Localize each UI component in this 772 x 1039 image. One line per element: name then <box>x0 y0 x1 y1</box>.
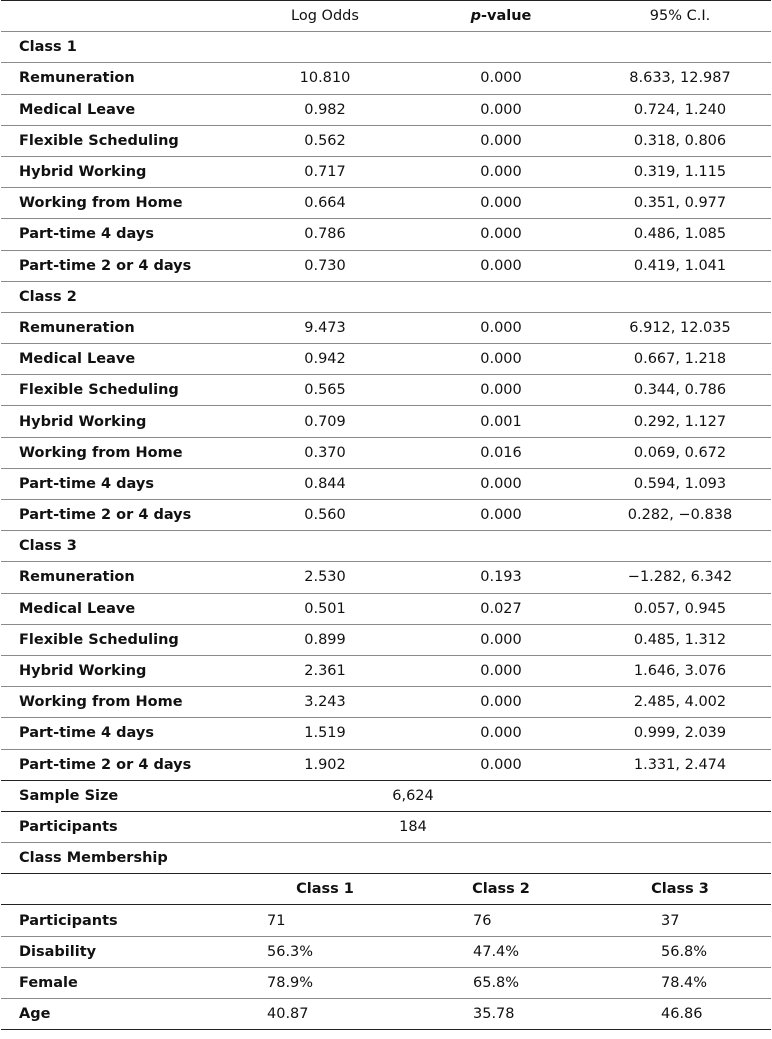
p-value-cell: 0.000 <box>413 687 589 718</box>
table-row <box>1 344 771 375</box>
log-odds-cell: 0.844 <box>237 468 413 499</box>
p-value-cell: 0.000 <box>413 219 589 250</box>
row-label: Hybrid Working <box>1 156 237 187</box>
ci-cell: 0.667, 1.218 <box>589 344 771 375</box>
header-p-rest: -value <box>481 8 532 25</box>
ci-cell: −1.282, 6.342 <box>589 562 771 593</box>
membership-value: 65.8% <box>413 967 589 998</box>
log-odds-cell: 0.709 <box>237 406 413 437</box>
ci-cell: 0.319, 1.115 <box>589 156 771 187</box>
table-row <box>1 125 771 156</box>
ci-cell: 0.999, 2.039 <box>589 718 771 749</box>
log-odds-cell: 10.810 <box>237 63 413 94</box>
p-value-cell: 0.000 <box>413 125 589 156</box>
membership-row <box>1 936 771 967</box>
table-row <box>1 624 771 655</box>
row-label: Hybrid Working <box>1 406 237 437</box>
log-odds-cell: 0.560 <box>237 500 413 531</box>
log-odds-cell: 3.243 <box>237 687 413 718</box>
header-row <box>1 1 771 32</box>
membership-value: 40.87 <box>237 999 413 1030</box>
row-label: Remuneration <box>1 63 237 94</box>
p-value-cell: 0.001 <box>413 406 589 437</box>
p-value-cell: 0.000 <box>413 624 589 655</box>
membership-header-class-2: Class 2 <box>413 874 589 905</box>
header-ci: 95% C.I. <box>589 1 771 32</box>
ci-cell: 0.419, 1.041 <box>589 250 771 281</box>
log-odds-cell: 2.361 <box>237 655 413 686</box>
log-odds-cell: 0.786 <box>237 219 413 250</box>
ci-cell: 1.331, 2.474 <box>589 749 771 780</box>
p-value-cell: 0.000 <box>413 749 589 780</box>
p-value-cell: 0.000 <box>413 312 589 343</box>
results-table <box>1 0 771 1030</box>
header-log-odds: Log Odds <box>237 1 413 32</box>
row-label: Part-time 4 days <box>1 468 237 499</box>
table-row <box>1 500 771 531</box>
table-row <box>1 188 771 219</box>
ci-cell: 1.646, 3.076 <box>589 655 771 686</box>
participants-total-row <box>1 811 771 842</box>
membership-value: 35.78 <box>413 999 589 1030</box>
membership-value: 76 <box>413 905 589 936</box>
table-row <box>1 312 771 343</box>
empty-cell <box>1 874 237 905</box>
ci-cell: 0.282, −0.838 <box>589 500 771 531</box>
class-title-row <box>1 32 771 63</box>
membership-row-label: Disability <box>1 936 237 967</box>
row-label: Working from Home <box>1 687 237 718</box>
ci-cell: 0.486, 1.085 <box>589 219 771 250</box>
table-row <box>1 156 771 187</box>
row-label: Part-time 4 days <box>1 219 237 250</box>
membership-value: 78.9% <box>237 967 413 998</box>
table-row <box>1 63 771 94</box>
log-odds-cell: 1.902 <box>237 749 413 780</box>
membership-row-label: Age <box>1 999 237 1030</box>
ci-cell: 0.069, 0.672 <box>589 437 771 468</box>
table-row <box>1 687 771 718</box>
class-title-row <box>1 531 771 562</box>
table-row <box>1 655 771 686</box>
p-value-cell: 0.000 <box>413 344 589 375</box>
table-row <box>1 375 771 406</box>
membership-title: Class Membership <box>1 843 771 874</box>
membership-row <box>1 967 771 998</box>
table-row <box>1 219 771 250</box>
p-value-cell: 0.027 <box>413 593 589 624</box>
p-value-cell: 0.000 <box>413 375 589 406</box>
row-label: Part-time 2 or 4 days <box>1 500 237 531</box>
participants-total-value: 184 <box>237 811 589 842</box>
class-title: Class 2 <box>1 281 771 312</box>
table-row <box>1 94 771 125</box>
log-odds-cell: 0.501 <box>237 593 413 624</box>
membership-header-class-3: Class 3 <box>589 874 771 905</box>
p-value-cell: 0.000 <box>413 500 589 531</box>
log-odds-cell: 0.664 <box>237 188 413 219</box>
p-value-cell: 0.193 <box>413 562 589 593</box>
p-value-cell: 0.000 <box>413 156 589 187</box>
p-value-cell: 0.000 <box>413 718 589 749</box>
membership-title-row <box>1 843 771 874</box>
row-label: Remuneration <box>1 562 237 593</box>
table-row <box>1 406 771 437</box>
ci-cell: 2.485, 4.002 <box>589 687 771 718</box>
membership-value: 37 <box>589 905 771 936</box>
membership-value: 56.3% <box>237 936 413 967</box>
table-row <box>1 437 771 468</box>
empty-cell <box>589 780 771 811</box>
ci-cell: 8.633, 12.987 <box>589 63 771 94</box>
log-odds-cell: 0.982 <box>237 94 413 125</box>
log-odds-cell: 0.565 <box>237 375 413 406</box>
membership-row <box>1 999 771 1030</box>
log-odds-cell: 1.519 <box>237 718 413 749</box>
membership-row <box>1 905 771 936</box>
ci-cell: 0.485, 1.312 <box>589 624 771 655</box>
ci-cell: 0.724, 1.240 <box>589 94 771 125</box>
row-label: Flexible Scheduling <box>1 125 237 156</box>
p-value-cell: 0.000 <box>413 655 589 686</box>
sample-size-row <box>1 780 771 811</box>
row-label: Medical Leave <box>1 94 237 125</box>
membership-value: 71 <box>237 905 413 936</box>
ci-cell: 0.318, 0.806 <box>589 125 771 156</box>
class-title: Class 3 <box>1 531 771 562</box>
ci-cell: 6.912, 12.035 <box>589 312 771 343</box>
p-value-cell: 0.000 <box>413 468 589 499</box>
membership-row-label: Participants <box>1 905 237 936</box>
membership-row-label: Female <box>1 967 237 998</box>
row-label: Part-time 2 or 4 days <box>1 250 237 281</box>
p-value-cell: 0.000 <box>413 63 589 94</box>
table-row <box>1 718 771 749</box>
class-title-row <box>1 281 771 312</box>
row-label: Working from Home <box>1 437 237 468</box>
p-value-cell: 0.016 <box>413 437 589 468</box>
log-odds-cell: 0.730 <box>237 250 413 281</box>
log-odds-cell: 9.473 <box>237 312 413 343</box>
membership-value: 46.86 <box>589 999 771 1030</box>
membership-header-class-1: Class 1 <box>237 874 413 905</box>
row-label: Medical Leave <box>1 344 237 375</box>
table-row <box>1 593 771 624</box>
sample-size-value: 6,624 <box>237 780 589 811</box>
log-odds-cell: 0.562 <box>237 125 413 156</box>
row-label: Part-time 4 days <box>1 718 237 749</box>
table-row <box>1 250 771 281</box>
membership-header-row <box>1 874 771 905</box>
sample-size-label: Sample Size <box>1 780 237 811</box>
ci-cell: 0.292, 1.127 <box>589 406 771 437</box>
p-value-cell: 0.000 <box>413 250 589 281</box>
table-row <box>1 749 771 780</box>
row-label: Medical Leave <box>1 593 237 624</box>
empty-cell <box>589 811 771 842</box>
class-title: Class 1 <box>1 32 771 63</box>
header-p-value <box>413 1 589 32</box>
log-odds-cell: 0.717 <box>237 156 413 187</box>
membership-value: 56.8% <box>589 936 771 967</box>
log-odds-cell: 0.899 <box>237 624 413 655</box>
header-p-italic: p <box>470 8 481 25</box>
row-label: Working from Home <box>1 188 237 219</box>
ci-cell: 0.057, 0.945 <box>589 593 771 624</box>
log-odds-cell: 0.370 <box>237 437 413 468</box>
p-value-cell: 0.000 <box>413 94 589 125</box>
row-label: Remuneration <box>1 312 237 343</box>
ci-cell: 0.351, 0.977 <box>589 188 771 219</box>
table-row <box>1 468 771 499</box>
log-odds-cell: 0.942 <box>237 344 413 375</box>
membership-value: 47.4% <box>413 936 589 967</box>
row-label: Part-time 2 or 4 days <box>1 749 237 780</box>
header-blank <box>1 1 237 32</box>
p-value-cell: 0.000 <box>413 188 589 219</box>
ci-cell: 0.594, 1.093 <box>589 468 771 499</box>
row-label: Flexible Scheduling <box>1 375 237 406</box>
ci-cell: 0.344, 0.786 <box>589 375 771 406</box>
row-label: Flexible Scheduling <box>1 624 237 655</box>
table-row <box>1 562 771 593</box>
participants-total-label: Participants <box>1 811 237 842</box>
log-odds-cell: 2.530 <box>237 562 413 593</box>
membership-value: 78.4% <box>589 967 771 998</box>
row-label: Hybrid Working <box>1 655 237 686</box>
